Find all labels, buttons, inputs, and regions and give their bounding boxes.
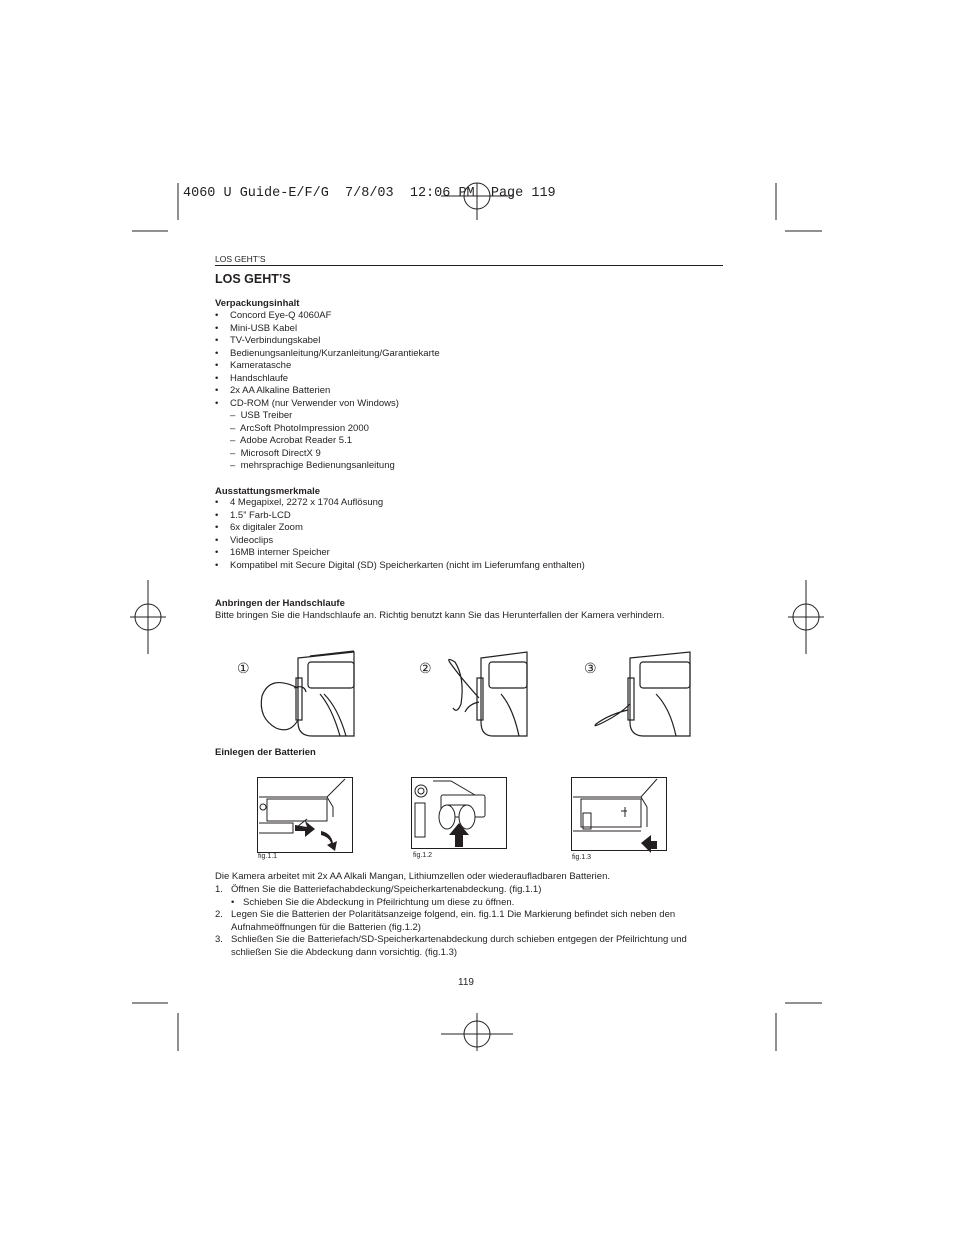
list-item: • TV-Verbindungskabel [215,335,321,346]
packaging-list [215,310,440,473]
figure-caption: fig.1.1 [258,853,278,860]
list-item: • Mini-USB Kabel [215,322,298,334]
list-item: • CD-ROM (nur Verwender von Windows) [215,397,399,409]
page-title: LOS GEHT’S [215,272,291,286]
batteries-heading: Einlegen der Batterien [215,747,316,758]
list-item: • 16MB interner Speicher [215,547,330,558]
battery-figure-3 [571,777,667,851]
features-heading: Ausstattungsmerkmale [215,486,321,497]
step-item: 2. Legen Sie die Batterien der Polaritätsanzeige folgend, ein. fig.1.1 Die Markierung befindet sich neben den Aufnahmeöffnungen für die Batterien (fig.1.2) [215,909,676,933]
packaging-heading: Verpackungsinhalt [215,298,300,309]
header-rule [215,265,723,266]
sub-list-item: – Microsoft DirectX 9 [230,447,321,459]
strap-illustration-1 [250,648,360,738]
list-item: • 2x AA Alkaline Batterien [215,385,331,396]
page-number: 119 [458,977,474,988]
list-item: • Kompatibel mit Secure Digital (SD) Speicherkarten (nicht im Lieferumfang enthalten) [215,559,585,571]
sub-list-item: – Adobe Acrobat Reader 5.1 [230,435,353,446]
running-header: LOS GEHT’S [215,254,266,264]
list-item: • Bedienungsanleitung/Kurzanleitung/Garantiekarte [215,347,440,359]
list-item: • 4 Megapixel, 2272 x 1704 Auflösung [215,497,384,508]
registration-mark-right [788,580,824,654]
strap-illustration-3 [590,648,700,738]
sub-list-item: – ArcSoft PhotoImpression 2000 [230,422,369,434]
sub-list-item: – mehrsprachige Bedienungsanleitung [230,460,395,471]
registration-mark-bottom [441,1013,513,1051]
strap-text: Bitte bringen Sie die Handschlaufe an. Richtig benutzt kann Sie das Herunterfallen der Kamera verhindern. [215,610,665,621]
list-item: • Kameratasche [215,360,292,371]
print-slug: 4060 U Guide-E/F/G 7/8/03 12:06 PM Page 119 [183,186,556,201]
list-item: • 6x digitaler Zoom [215,522,303,533]
features-list [215,497,585,572]
strap-heading: Anbringen der Handschlaufe [215,598,345,609]
list-item: • Handschlaufe [215,372,289,384]
sub-list-item: – USB Treiber [230,410,293,421]
registration-mark-left [130,580,166,654]
step-sub-item: • Schieben Sie die Abdeckung in Pfeilrichtung um diese zu öffnen. [231,896,515,908]
list-item: • Videoclips [215,534,274,546]
step-item: 3. Schließen Sie die Batteriefach/SD-Speicherkartenabdeckung durch schieben entgegen der Pfeilrichtung und schließen Sie die Abdeckung dann vorsichtig. (fig.1.3) [215,934,687,958]
batteries-intro: Die Kamera arbeitet mit 2x AA Alkali Mangan, Lithiumzellen oder wiederaufladbaren Batterien. [215,871,610,882]
step-item: 1. Öffnen Sie die Batteriefachabdeckung/Speicherkartenabdeckung. (fig.1.1) [215,884,542,895]
battery-figure-2 [411,777,507,849]
strap-illustration-2 [425,648,535,738]
figure-caption: fig.1.2 [413,852,433,859]
battery-figure-1 [257,777,353,853]
list-item: • 1.5” Farb-LCD [215,509,291,521]
list-item: • Concord Eye-Q 4060AF [215,310,332,321]
step-marker: ③ [584,660,597,676]
step-marker: ① [237,660,250,676]
step-marker: ② [419,660,432,676]
batteries-steps [215,884,725,959]
figure-caption: fig.1.3 [572,854,592,861]
